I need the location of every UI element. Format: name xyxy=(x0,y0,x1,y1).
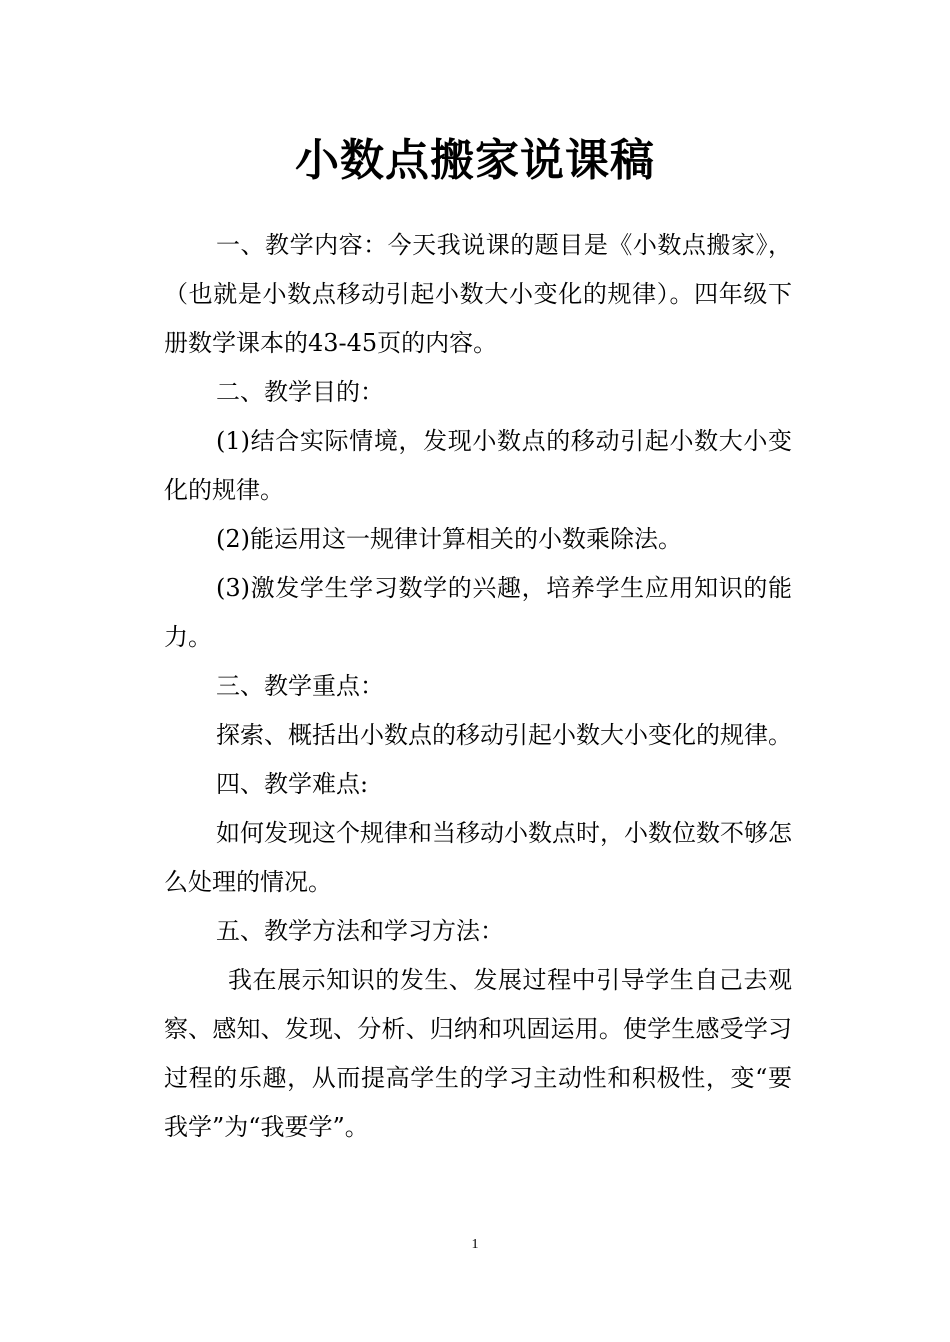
heading-key-points: 三、教学重点： xyxy=(216,672,384,700)
objective-2: (2)能运用这一规律计算相关的小数乘除法。 xyxy=(216,525,682,553)
paragraph-methods: 我在展示知识的发生、发展过程中引导学生自己去观察、感知、发现、分析、归纳和巩固运用。使学生感受学习过程的乐趣，从而提高学生的学习主动性和积极性，变“要我学”为“我要学”。 xyxy=(164,966,792,1141)
heading-difficulties: 四、教学难点: xyxy=(216,770,369,798)
page-number: 1 xyxy=(471,1237,479,1252)
heading-methods: 五、教学方法和学习方法： xyxy=(216,917,504,945)
paragraph-teaching-content: 一、教学内容：今天我说课的题目是《小数点搬家》，（也就是小数点移动引起小数大小变化的规律）。四年级下册数学课本的43-45页的内容。 xyxy=(164,231,792,357)
objective-1: (1)结合实际情境，发现小数点的移动引起小数大小变化的规律。 xyxy=(164,427,792,504)
document-title: 小数点搬家说课稿 xyxy=(295,135,655,186)
heading-teaching-objectives: 二、教学目的： xyxy=(216,378,384,406)
paragraph-difficulties: 如何发现这个规律和当移动小数点时，小数位数不够怎么处理的情况。 xyxy=(164,819,792,896)
document-body xyxy=(164,221,792,1152)
objective-3: (3)激发学生学习数学的兴趣，培养学生应用知识的能力。 xyxy=(164,574,792,651)
paragraph-key-points: 探索、概括出小数点的移动引起小数大小变化的规律。 xyxy=(216,721,792,749)
